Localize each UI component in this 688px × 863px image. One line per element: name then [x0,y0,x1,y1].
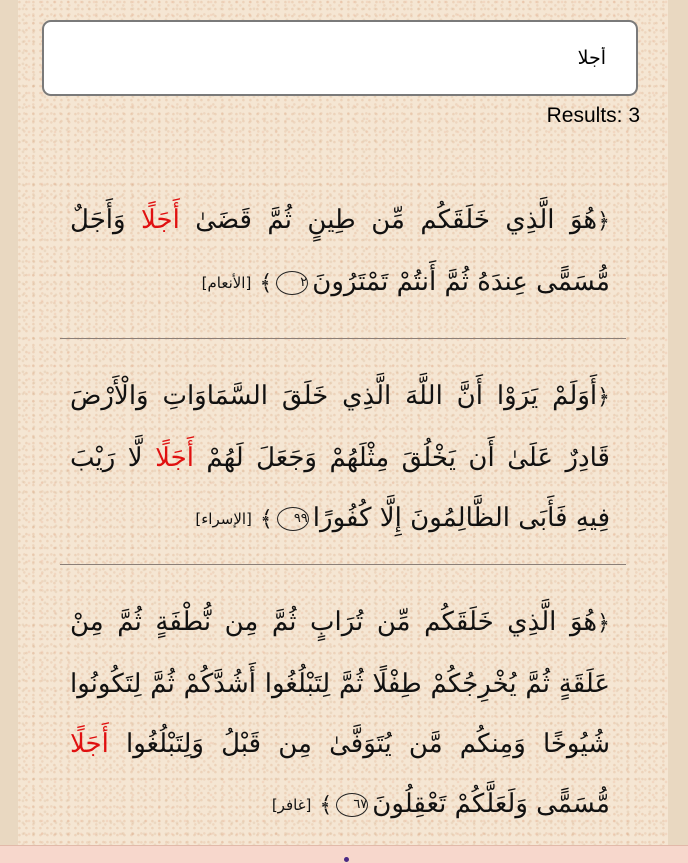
verse-text-after: لَّا رَيْبَ فِيهِ فَأَبَى الظَّالِمُونَ إِلَّا كُفُورًا [70,443,610,533]
bracket-open: ﴿ [597,209,610,234]
verse-text-after: مُّسَمًّى وَلَعَلَّكُمْ تَعْقِلُونَ [372,789,610,819]
results-count: Results: 3 [546,104,640,127]
result-divider [60,564,626,565]
surah-name: [غافر] [271,796,312,814]
bracket-close: ﴾ [259,507,273,532]
ayah-number-badge: ٦٧ [336,793,368,817]
verse-highlight: أَجَلًا [141,205,180,235]
search-input[interactable] [54,22,626,94]
result-divider [60,338,626,339]
ayah-number-badge: ٩٩ [277,507,309,531]
surah-name: [الإسراء] [195,510,252,528]
search-box[interactable] [42,20,638,96]
verse-highlight: أَجَلًا [155,443,194,473]
bracket-open: ﴿ [597,611,610,636]
verse-result-2[interactable] [70,366,610,550]
bracket-open: ﴿ [597,385,610,410]
verse-text-before: هُوَ الَّذِي خَلَقَكُم مِّن طِينٍ ثُمَّ قَضَىٰ [179,205,598,235]
indicator-dot-icon [344,857,349,862]
surah-name: [الأنعام] [201,274,252,292]
verse-text-after: وَأَجَلٌ مُّسَمًّى عِندَهُ ثُمَّ أَنتُمْ تَمْتَرُونَ [70,205,610,297]
verse-highlight: أَجَلًا [70,729,109,759]
left-margin [0,0,18,845]
verse-result-3[interactable] [70,592,610,836]
bracket-close: ﴾ [259,271,273,296]
verse-text-before: هُوَ الَّذِي خَلَقَكُم مِّن تُرَابٍ ثُمَّ مِن نُّطْفَةٍ ثُمَّ مِنْ عَلَقَةٍ ثُمَّ يُخْرِجُكُمْ طِفْلًا ثُمَّ لِتَبْلُغُوا أَشُدَّكُمْ ثُمَّ لِتَكُونُوا شُيُوخًا وَمِنكُم مَّن يُتَوَفَّىٰ مِن قَبْلُ وَلِتَبْلُغُوا [70,607,610,759]
verse-text-before: أَوَلَمْ يَرَوْا أَنَّ اللَّهَ الَّذِي خَلَقَ السَّمَاوَاتِ وَالْأَرْضَ قَادِرٌ عَلَىٰ أَن يَخْلُقَ مِثْلَهُمْ وَجَعَلَ لَهُمْ [70,381,610,473]
ayah-number-badge: ٢ [276,271,308,295]
bottom-bar [0,845,688,863]
bracket-close: ﴾ [319,793,333,818]
right-margin [668,0,688,845]
verse-result-1[interactable] [70,190,610,314]
